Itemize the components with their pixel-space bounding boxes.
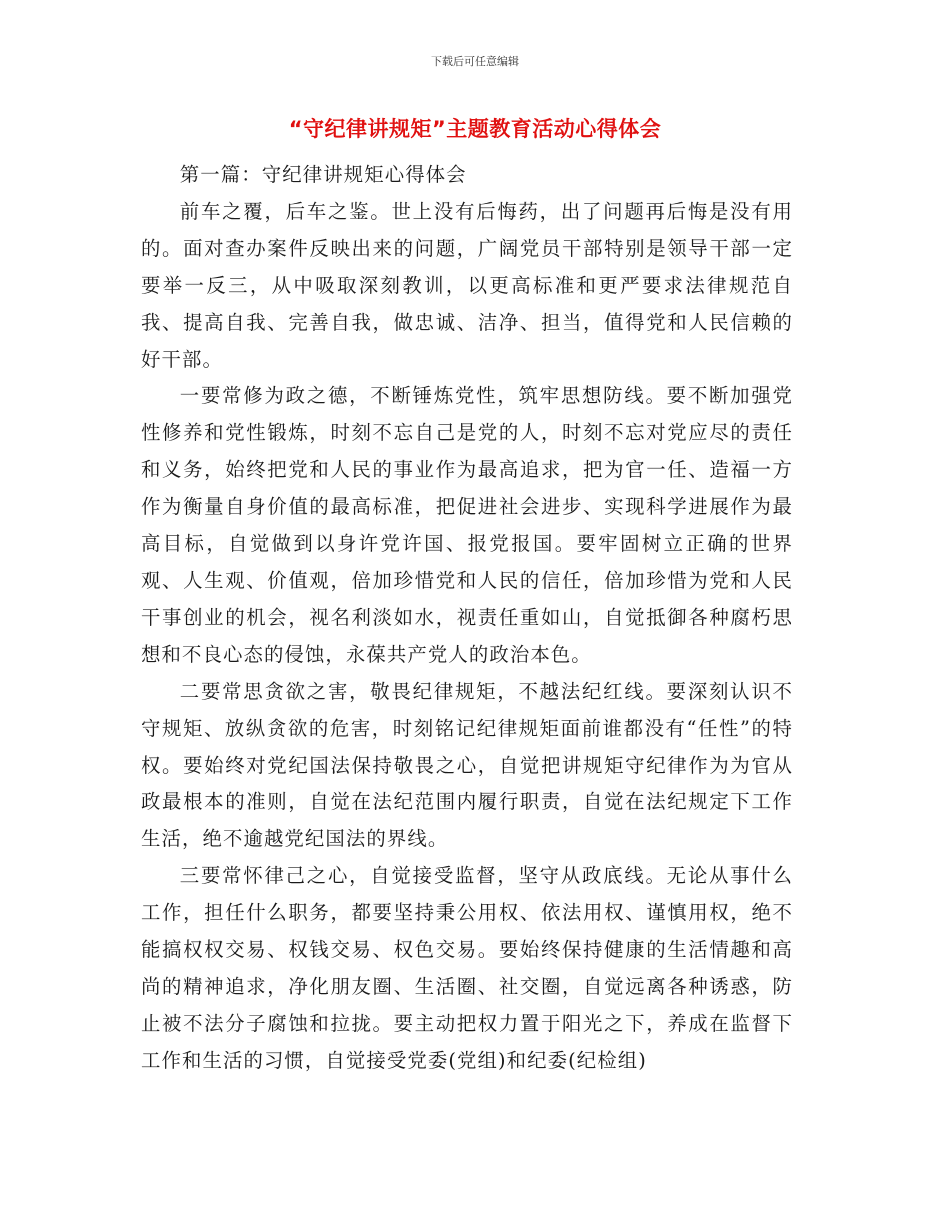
document-body (141, 157, 793, 1080)
paragraph-point-three: 三要常怀律己之心，自觉接受监督，坚守从政底线。无论从事什么工作，担任什么职务，都要坚持秉公用权、依法用权、谨慎用权，绝不能搞权权交易、权钱交易、权色交易。要始终保持健康的生活情趣和高尚的精神追求，净化朋友圈、生活圈、社交圈，自觉远离各种诱惑，防止被不法分子腐蚀和拉拢。要主动把权力置于阳光之下，养成在监督下工作和生活的习惯，自觉接受党委(党组)和纪委(纪检组) (141, 864, 793, 1072)
section-heading: 第一篇：守纪律讲规矩心得体会 (179, 163, 467, 186)
paragraph-point-two: 二要常思贪欲之害，敬畏纪律规矩，不越法纪红线。要深刻认识不守规矩、放纵贪欲的危害，时刻铭记纪律规矩面前谁都没有“任性”的特权。要始终对党纪国法保持敬畏之心，自觉把讲规矩守纪律作为为官从政最根本的准则，自觉在法纪范围内履行职责，自觉在法纪规定下工作生活，绝不逾越党纪国法的界线。 (141, 679, 793, 851)
paragraph-point-one: 一要常修为政之德，不断锤炼党性，筑牢思想防线。要不断加强党性修养和党性锻炼，时刻不忘自己是党的人，时刻不忘对党应尽的责任和义务，始终把党和人民的事业作为最高追求，把为官一任、造福一方作为衡量自身价值的最高标准，把促进社会进步、实现科学进展作为最高目标，自觉做到以身许党许国、报党报国。要牢固树立正确的世界观、人生观、价值观，倍加珍惜党和人民的信任，倍加珍惜为党和人民干事创业的机会，视名利淡如水，视责任重如山，自觉抵御各种腐朽思想和不良心态的侵蚀，永葆共产党人的政治本色。 (141, 384, 793, 666)
document-title: “守纪律讲规矩”主题教育活动心得体会 (288, 117, 662, 141)
header-note: 下载后可任意编辑 (431, 55, 519, 68)
paragraph-intro: 前车之覆，后车之鉴。世上没有后悔药，出了问题再后悔是没有用的。面对查办案件反映出来的问题，广阔党员干部特别是领导干部一定要举一反三，从中吸取深刻教训，以更高标准和更严要求法律规范自我、提高自我、完善自我，做忠诚、洁净、担当，值得党和人民信赖的好干部。 (141, 199, 793, 371)
